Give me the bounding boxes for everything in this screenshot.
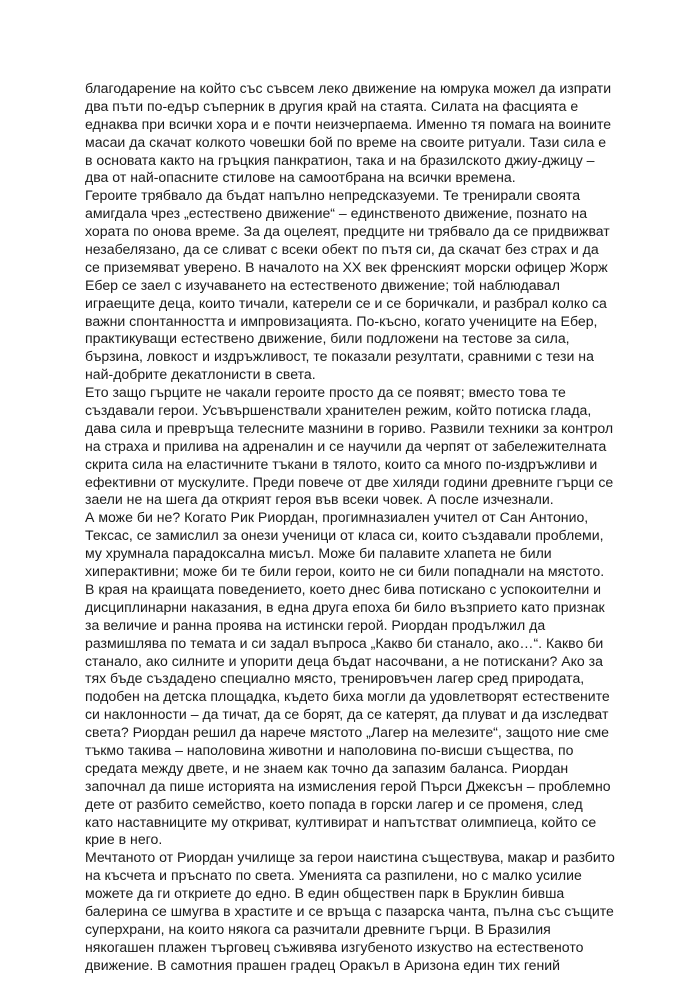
text-line: важни спонтанността и импровизацията. По-късно, когато учениците на Ебер,	[85, 312, 598, 329]
text-line: дете от разбито семейство, което попада в горски лагер и се променя, след	[85, 795, 583, 812]
text-line: станало, ако силните и упорити деца бъдат насочвани, а не потискани? Ако за	[85, 652, 603, 669]
text-line: ефективни от мускулите. Преди повече от две хиляди години древните гърци се	[85, 473, 614, 490]
text-line: Ето защо гърците не чакали героите просто да се появят; вместо това те	[85, 384, 566, 401]
text-line: подобен на детска площадка, където биха могли да удовлетворят естествените	[85, 688, 610, 705]
text-line: размишлява по темата и си задал въпроса „Какво би станало, ако…“. Какво би	[85, 634, 604, 651]
text-line: Тексас, се замислил за онези ученици от класа си, които създавали проблеми,	[85, 527, 604, 544]
text-line: благодарение на който със съвсем леко движение на юмрука можел да изпрати	[85, 80, 612, 96]
text-line: два от най-опасните стилове на самоотбрана на всички времена.	[85, 169, 516, 186]
text-line: движение. В самотния прашен градец Оракъл в Аризона един тих гений	[85, 956, 561, 973]
text-line: като наставниците му откриват, култивират и напътстват олимпиеца, който се	[85, 813, 597, 830]
text-line: за величие и ранна проява на истински герой. Риордан продължил да	[85, 616, 546, 633]
text-line: еднаква при всички хора и е почти неизчерпаема. Именно тя помага на воините	[85, 115, 612, 132]
text-line: си наклонности – да тичат, да се борят, да се катерят, да плуват и да изследват	[85, 706, 609, 723]
text-line: дисциплинарни наказания, в една друга епоха би било възприето като признак	[85, 598, 605, 615]
text-line: крие в него.	[85, 831, 163, 848]
text-line: заели не на шега да открият героя във всеки човек. А после изчезнали.	[85, 491, 554, 508]
text-line: тъкмо такива – наполовина животни и наполовина по-висши същества, по	[85, 741, 574, 758]
text-line: масаи да скачат колкото човешки бой по време на своите ритуали. Тази сила е	[85, 133, 607, 150]
text-line: средата между двете, и не знаем как точно да запазим баланса. Риордан	[85, 759, 569, 776]
text-line: на страха и прилива на адреналин и се научили да черпят от забележителната	[85, 437, 607, 454]
text-line: хората по онова време. За да оцелеят, предците ни трябвало да се придвижват	[85, 223, 610, 240]
text-line: Героите трябвало да бъдат напълно непредсказуеми. Те тренирали своята	[85, 187, 581, 204]
text-line: най-добрите декатлонисти в света.	[85, 366, 316, 383]
text-line: хиперактивни; може би те били герои, които не си били попаднали на мястото.	[85, 563, 605, 580]
text-line: Ебер се заел с изучаването на естественото движение; той наблюдавал	[85, 276, 560, 293]
text-line: бързина, ловкост и издръжливост, те показали резултати, сравними с тези на	[85, 348, 594, 365]
text-line: А може би не? Когато Рик Риордан, прогимназиален учител от Сан Антонио,	[85, 509, 589, 526]
text-line: балерина се шмугва в храстите и се връща с пазарска чанта, пълна със същите	[85, 902, 614, 919]
text-line: започнал да пише историята на измисления герой Пърси Джексън – проблемно	[85, 777, 611, 794]
text-line: Мечтаното от Риордан училище за герои наистина съществува, макар и разбито	[85, 849, 615, 866]
text-line: играещите деца, които тичали, катерели се и се боричкали, и разбрал колко са	[85, 294, 607, 311]
text-line: В края на краищата поведението, което днес бива потискано с успокоителни и	[85, 580, 602, 597]
text-line: суперхрани, на които някога са разчитали древните гърци. В Бразилия	[85, 920, 551, 937]
text-line: скрита сила на еластичните тъкани в тялото, които са много по-издръжливи и	[85, 455, 598, 472]
text-line: тях бъде създадено специално място, тренировъчен лагер сред природата,	[85, 670, 585, 687]
text-line: незабелязано, да се сливат с всеки обект по пътя си, да скачат без страх и да	[85, 241, 599, 258]
text-line: създавали герои. Усъвършенствали хранителен режим, който потиска глада,	[85, 402, 592, 419]
text-line: някогашен плажен търговец съживява изгубеното изкуство на естественото	[85, 938, 584, 955]
text-line: се приземяват уверено. В началото на XX век френският морски офицер Жорж	[85, 258, 608, 275]
text-line: дава сила и превръща телесните мазнини в гориво. Развили техники за контрол	[85, 419, 614, 436]
document-text-body	[85, 80, 630, 975]
text-line: можете да ги откриете до едно. В един обществен парк в Бруклин бивша	[85, 885, 565, 902]
text-line: света? Риордан решил да нарече мястото „Лагер на мелезите“, защото ние сме	[85, 724, 610, 741]
text-line: практикуващи естествено движение, били подложени на тестове за сила,	[85, 330, 570, 347]
text-line: му хрумнала парадоксална мисъл. Може би палавите хлапета не били	[85, 545, 552, 562]
text-line: в основата както на гръцкия панкратион, така и на бразилското джиу-джицу –	[85, 151, 595, 168]
text-line: на късчета и пръснато по света. Уменията са разпилени, но с малко усилие	[85, 867, 582, 884]
text-line: амигдала чрез „естествено движение“ – единственото движение, познато на	[85, 205, 588, 222]
text-line: два пъти по-едър съперник в другия край на стаята. Силата на фасцията е	[85, 97, 579, 114]
